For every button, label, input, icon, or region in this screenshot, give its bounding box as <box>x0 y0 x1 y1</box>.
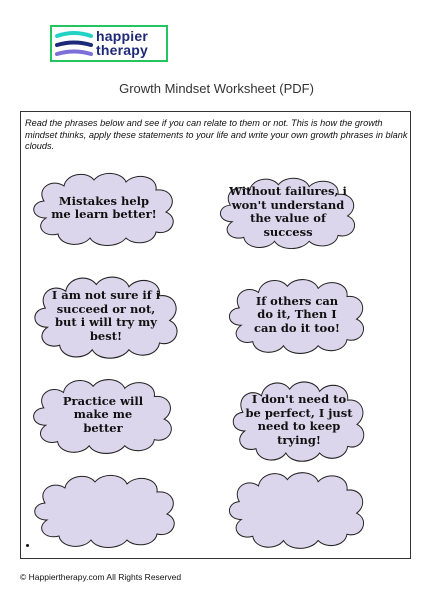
cloud-7-blank <box>27 470 183 550</box>
cloud-3 <box>27 271 186 361</box>
page-title: Growth Mindset Worksheet (PDF) <box>119 81 314 96</box>
cloud-5 <box>26 374 180 456</box>
cloud-3-text: I am not sure if i succeed or not, but i will try my best! <box>51 288 161 343</box>
bullet-dot <box>26 544 29 547</box>
cloud-6-text: I don't need to be perfect, I just need to keep trying! <box>245 392 353 447</box>
cloud-8-text <box>244 475 350 543</box>
cloud-5-text: Practice will make me better <box>62 393 144 435</box>
cloud-4 <box>222 274 372 356</box>
footer-copyright: © Happiertherapy.com All Rights Reserved <box>20 572 182 582</box>
instructions-text: Read the phrases below and see if you can relate to them or not. This is how the growth mindset thinks, apply these statements to your life and write your own growth phrases in blank clouds. <box>25 118 408 151</box>
cloud-2 <box>213 173 363 251</box>
logo <box>50 25 168 62</box>
logo-word-therapy: therapy <box>96 42 148 58</box>
cloud-7-text <box>49 478 161 542</box>
cloud-2-text: Without failures, i won't understand the value of success <box>229 184 347 239</box>
logo-word-happier: happier <box>96 28 148 44</box>
cloud-6 <box>226 376 372 464</box>
cloud-4-text: If others can do it, Then I can do it too! <box>254 293 340 335</box>
cloud-1 <box>26 168 182 248</box>
cloud-8-blank <box>222 467 372 551</box>
cloud-1-text: Mistakes help me learn better! <box>51 193 157 221</box>
wave-logo-icon <box>55 31 93 59</box>
